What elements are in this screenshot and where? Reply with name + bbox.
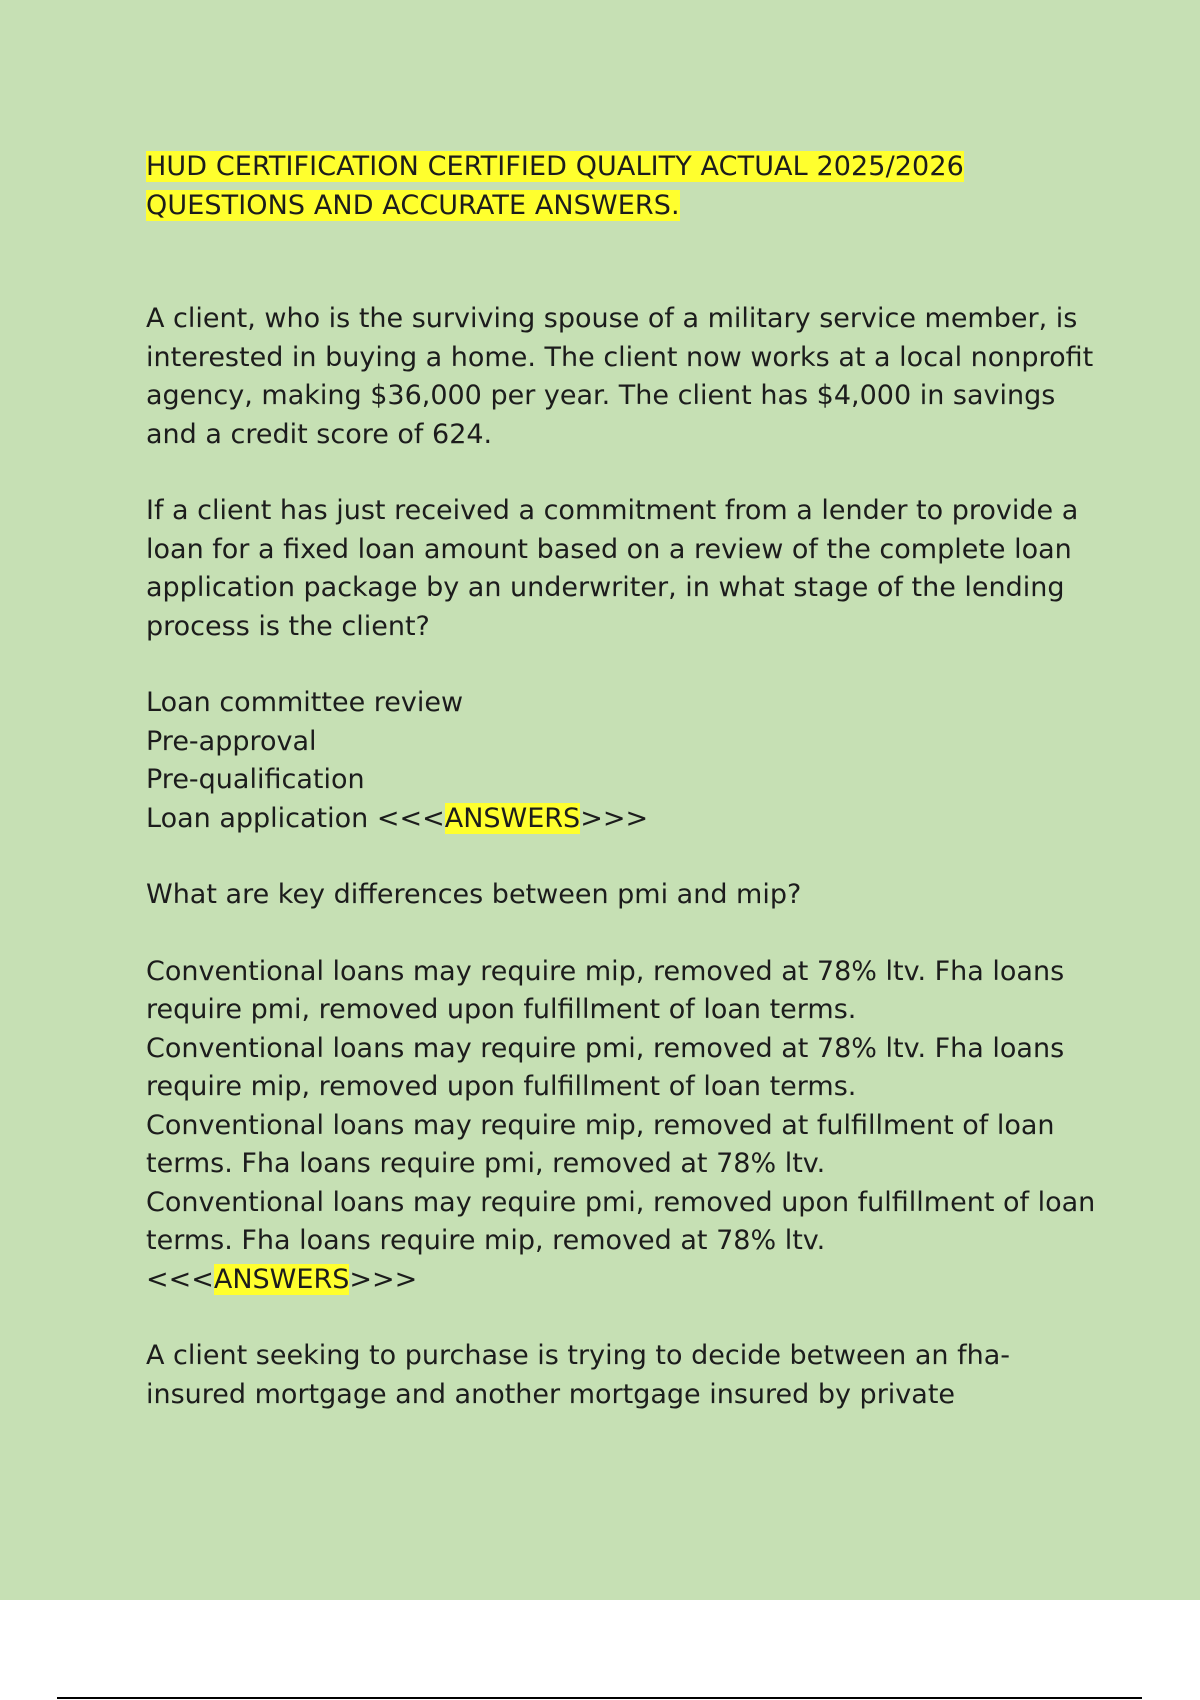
answer-marker-suffix: >>> <box>580 802 649 834</box>
question-2-option-4: Conventional loans may require pmi, removed upon fulfillment of loan terms. Fha loans require mip, removed at 78% ltv. <box>146 1186 1096 1256</box>
answer-marker <box>146 1261 1106 1300</box>
question-2-option-1: Conventional loans may require mip, removed at 78% ltv. Fha loans require pmi, removed upon fulfillment of loan terms. <box>146 955 1065 1025</box>
question-2-option-2: Conventional loans may require pmi, removed at 78% ltv. Fha loans require mip, removed upon fulfillment of loan terms. <box>146 1032 1065 1102</box>
answer-marker-label: ANSWERS <box>213 1263 350 1295</box>
question-1-options <box>146 684 1106 838</box>
question-1-option-4-text: Loan application <box>146 802 369 834</box>
title-line-2: QUESTIONS AND ACCURATE ANSWERS. <box>146 190 680 221</box>
question-1-option-1: Loan committee review <box>146 687 464 718</box>
document-title <box>146 147 1106 225</box>
scenario-paragraph: A client, who is the surviving spouse of a military service member, is interested in buying a home. The client now works at a local nonprofit agency, making $36,000 per year. The client has $4,000 in savings and a credit score of 624. <box>146 303 1094 450</box>
question-1-text: If a client has just received a commitment from a lender to provide a loan for a fixed loan amount based on a review of the complete loan application package by an underwriter, in what stage of the lending process is the client? <box>146 495 1079 642</box>
answer-marker-prefix: <<< <box>146 1263 214 1295</box>
question-2-options <box>146 953 1106 1300</box>
question-1-option-4 <box>146 800 1106 839</box>
answer-marker-suffix: >>> <box>349 1263 418 1295</box>
document-content <box>146 147 1106 1414</box>
question-1-option-3: Pre-qualification <box>146 764 365 795</box>
answer-marker-prefix: <<< <box>376 802 445 834</box>
question-2-text: What are key differences between pmi and mip? <box>146 879 802 910</box>
title-line-1: HUD CERTIFICATION CERTIFIED QUALITY ACTUAL 2025/2026 <box>146 151 964 182</box>
question-2-option-3: Conventional loans may require mip, removed at fulfillment of loan terms. Fha loans require pmi, removed at 78% ltv. <box>146 1109 1055 1179</box>
question-3-text: A client seeking to purchase is trying to decide between an fha-insured mortgage and another mortgage insured by private <box>146 1340 1011 1410</box>
answer-marker-label: ANSWERS <box>444 802 581 834</box>
footer-divider <box>57 1697 1142 1699</box>
answer-marker <box>377 803 648 834</box>
question-1-option-2: Pre-approval <box>146 725 317 757</box>
